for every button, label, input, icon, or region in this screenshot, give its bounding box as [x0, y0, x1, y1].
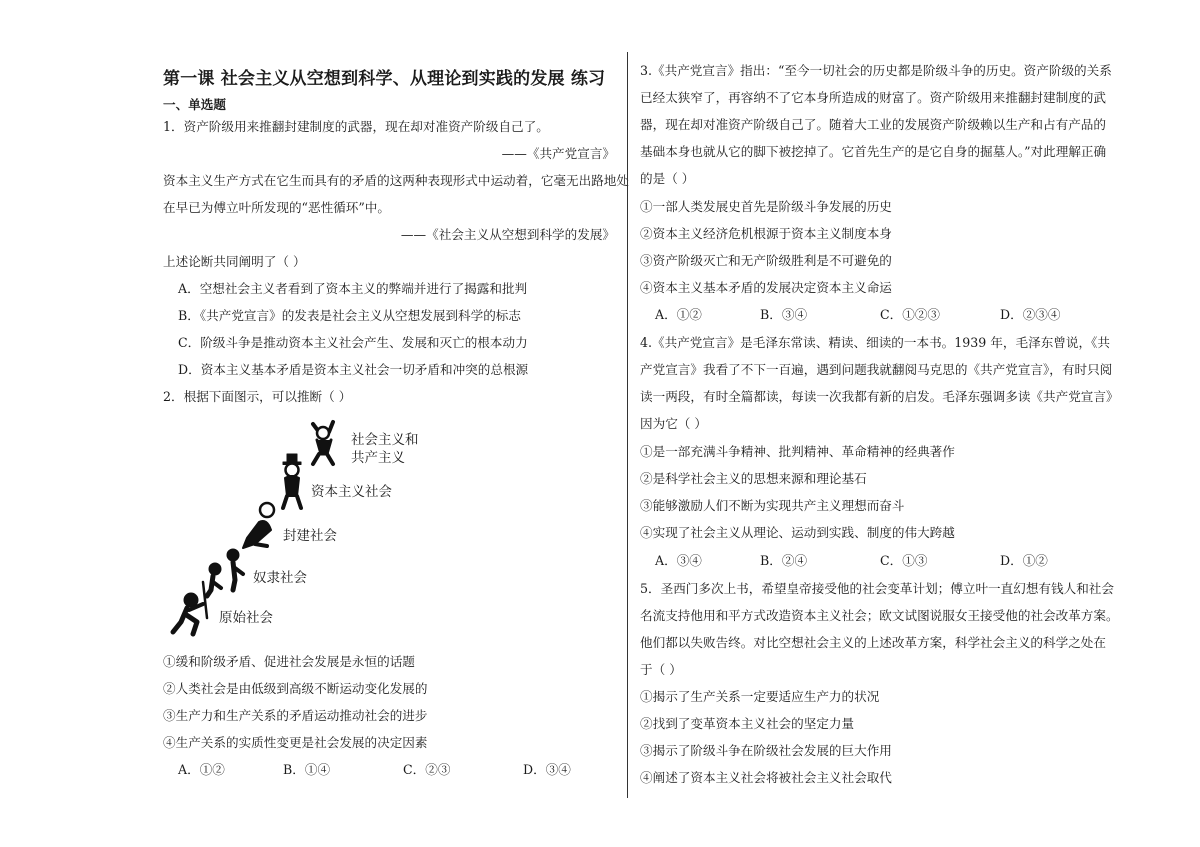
q1-quote2-line1: 资本主义生产方式在它生而具有的矛盾的这两种表现形式中运动着，它毫无出路地处 — [163, 173, 629, 188]
q2-item-3: ③生产力和生产关系的矛盾运动推动社会的进步 — [163, 708, 428, 723]
q2-option-b: B．①④ — [283, 762, 331, 777]
q5-line-2: 名流支持他用和平方式改造资本主义社会；欧文试图说服女王接受他的社会改革方案。 — [640, 608, 1119, 623]
q4-item-1: ①是一部充满斗争精神、批判精神、革命精神的经典著作 — [640, 444, 955, 459]
q4-item-2: ②是科学社会主义的思想来源和理论基石 — [640, 471, 867, 486]
q4-item-4: ④实现了社会主义从理论、运动到实践、制度的伟大跨越 — [640, 525, 955, 540]
q3-item-1: ①一部人类发展史首先是阶级斗争发展的历史 — [640, 199, 892, 214]
q3-line-1: 3.《共产党宣言》指出：“至今一切社会的历史都是阶级斗争的历史。资产阶级的关系 — [640, 63, 1112, 78]
q1-ask: 上述论断共同阐明了（ ） — [163, 254, 306, 269]
q5-item-1: ①揭示了生产关系一定要适应生产力的状况 — [640, 689, 880, 704]
q3-option-d: D．②③④ — [1000, 307, 1061, 322]
stage-label-socialism-line1: 社会主义和 — [351, 432, 419, 448]
q3-option-b: B．③④ — [760, 307, 808, 322]
q3-option-c: C．①②③ — [880, 307, 941, 322]
q2-option-c: C．②③ — [403, 762, 451, 777]
q3-line-3: 器，现在却对准资产阶级自己了。随着大工业的发展资产阶级赖以生产和占有产品的 — [640, 117, 1106, 132]
q4-option-d: D．①② — [1000, 553, 1048, 568]
q1-option-d: D．资本主义基本矛盾是资本主义社会一切矛盾和冲突的总根源 — [178, 362, 529, 377]
q2-stem: 2．根据下面图示，可以推断（ ） — [163, 389, 352, 404]
q4-line-3: 读一两段，有时全篇都读，每读一次我都有新的启发。毛泽东强调多读《共产党宣言》 — [640, 389, 1119, 404]
socialist-person-icon — [313, 422, 333, 464]
social-development-staircase-figure — [163, 418, 463, 648]
stage-label-capitalism: 资本主义社会 — [311, 484, 392, 500]
q3-line-4: 基础本身也就从它的脚下被挖掉了。它首先生产的是它自身的掘墓人。”对此理解正确 — [640, 144, 1107, 159]
q4-line-1: 4.《共产党宣言》是毛泽东常读、精读、细读的一本书。1939 年，毛泽东曾说，《共 — [640, 335, 1110, 350]
q3-line-2: 已经太狭窄了，再容纳不了它本身所造成的财富了。资产阶级用来推翻封建制度的武 — [640, 90, 1106, 105]
q1-source-2: ——《社会主义从空想到科学的发展》 — [400, 227, 615, 242]
column-divider — [627, 52, 628, 798]
q1-stem: 1．资产阶级用来推翻封建制度的武器，现在却对准资产阶级自己了。 — [163, 119, 549, 134]
capitalist-person-icon — [283, 454, 301, 508]
q2-item-1: ①缓和阶级矛盾、促进社会发展是永恒的话题 — [163, 654, 415, 669]
q5-item-2: ②找到了变革资本主义社会的坚定力量 — [640, 716, 855, 731]
q1-source-1: ——《共产党宣言》 — [501, 146, 615, 161]
q1-option-c: C．阶级斗争是推动资本主义社会产生、发展和灭亡的根本动力 — [178, 335, 528, 350]
q1-option-a: A．空想社会主义者看到了资本主义的弊端并进行了揭露和批判 — [178, 281, 528, 296]
q2-item-4: ④生产关系的实质性变更是社会发展的决定因素 — [163, 735, 428, 750]
q3-option-a: A．①② — [655, 307, 702, 322]
q5-line-4: 于（ ） — [640, 662, 682, 677]
feudal-person-icon — [243, 503, 274, 548]
stage-label-slavery: 奴隶社会 — [253, 570, 307, 586]
q3-line-5: 的是（ ） — [640, 171, 695, 186]
q3-item-2: ②资本主义经济危机根源于资本主义制度本身 — [640, 226, 892, 241]
q4-item-3: ③能够激励人们不断为实现共产主义理想而奋斗 — [640, 498, 905, 513]
q4-line-2: 产党宣言》我看了不下一百遍，遇到问题我就翻阅马克思的《共产党宣言》，有时只阅 — [640, 362, 1113, 377]
stage-label-feudalism: 封建社会 — [283, 528, 337, 544]
q2-option-a: A．①② — [178, 762, 225, 777]
q4-option-b: B．②④ — [760, 553, 808, 568]
q4-option-a: A．③④ — [655, 553, 702, 568]
q4-option-c: C．①③ — [880, 553, 928, 568]
primitive-person-icon — [173, 582, 207, 634]
page-title: 第一课 社会主义从空想到科学、从理论到实践的发展 练习 — [163, 69, 606, 89]
q1-option-b: B．《共产党宣言》的发表是社会主义从空想发展到科学的标志 — [178, 308, 521, 323]
stage-label-primitive: 原始社会 — [219, 610, 273, 626]
q4-line-4: 因为它（ ） — [640, 416, 707, 431]
slave-person-icon — [207, 549, 243, 596]
q2-item-2: ②人类社会是由低级到高级不断运动变化发展的 — [163, 681, 428, 696]
q3-item-4: ④资本主义基本矛盾的发展决定资本主义命运 — [640, 280, 892, 295]
q2-option-d: D．③④ — [523, 762, 571, 777]
q5-line-1: 5．圣西门多次上书，希望皇帝接受他的社会变革计划；傅立叶一直幻想有钱人和社会 — [640, 581, 1114, 596]
section-heading: 一、单选题 — [163, 97, 226, 112]
q1-quote2-line2: 在早已为傅立叶所发现的“恶性循环”中。 — [163, 200, 390, 215]
q5-item-4: ④阐述了资本主义社会将被社会主义社会取代 — [640, 770, 892, 785]
stage-label-socialism-line2: 共产主义 — [351, 450, 405, 466]
q3-item-3: ③资产阶级灭亡和无产阶级胜利是不可避免的 — [640, 253, 892, 268]
q5-line-3: 他们都以失败告终。对比空想社会主义的上述改革方案，科学社会主义的科学之处在 — [640, 635, 1106, 650]
q5-item-3: ③揭示了阶级斗争在阶级社会发展的巨大作用 — [640, 743, 892, 758]
